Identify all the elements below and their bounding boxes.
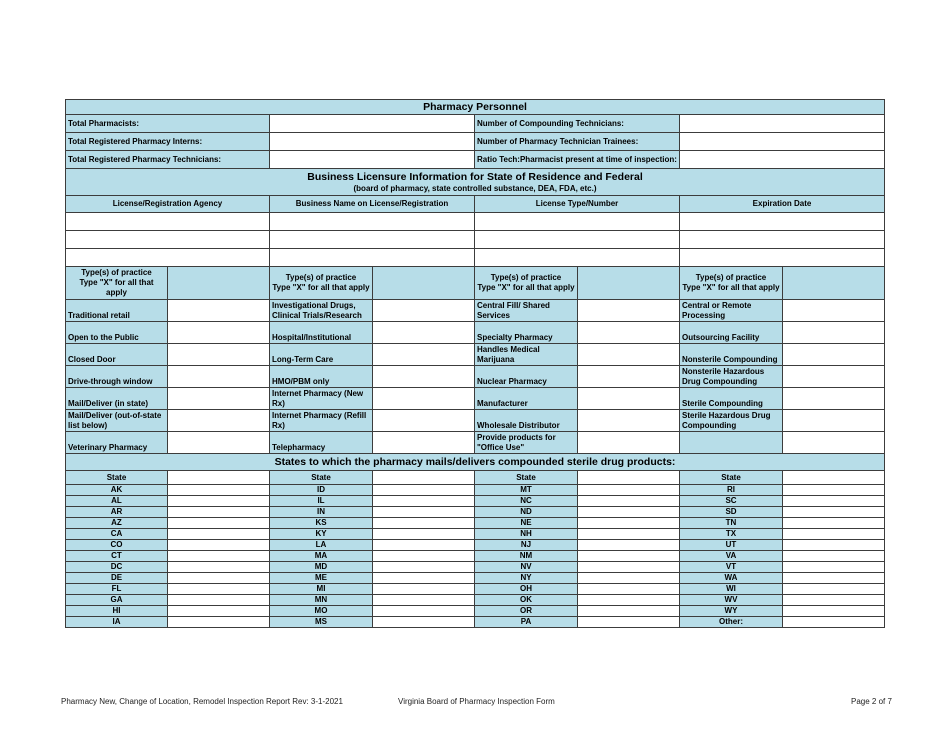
personnel-label-left: Total Pharmacists: [66,115,270,133]
state-input[interactable] [373,540,475,551]
personnel-input-left[interactable] [270,115,475,133]
state-code: CA [66,529,168,540]
practice-type-checkbox[interactable] [373,344,475,366]
practice-type-label: Telepharmacy [270,432,373,454]
state-row [66,518,885,529]
personnel-input-left[interactable] [270,151,475,169]
footer-form-name: Virginia Board of Pharmacy Inspection Form [398,697,555,706]
state-row [66,573,885,584]
state-input[interactable] [168,485,270,496]
personnel-input-right[interactable] [680,115,885,133]
state-code: NH [475,529,578,540]
state-code: OR [475,606,578,617]
state-code: NC [475,496,578,507]
personnel-label-right: Ratio Tech:Pharmacist present at time of inspection: [475,151,680,169]
practice-type-label: Drive-through window [66,366,168,388]
state-code: CT [66,551,168,562]
state-input[interactable] [373,573,475,584]
state-code: KY [270,529,373,540]
state-input[interactable] [373,529,475,540]
state-code: TN [680,518,783,529]
state-code: GA [66,595,168,606]
state-input[interactable] [783,518,885,529]
licensure-column-header: Business Name on License/Registration [270,196,475,213]
state-input[interactable] [373,518,475,529]
state-code: AK [66,485,168,496]
practice-header-line1: Type(s) of practice [695,273,767,282]
personnel-input-right[interactable] [680,151,885,169]
state-input[interactable] [168,551,270,562]
licensure-title-row [66,169,885,196]
state-row [66,584,885,595]
state-input[interactable] [373,595,475,606]
practice-type-checkbox[interactable] [168,344,270,366]
practice-header-line2: Type "X" for all that apply [477,283,575,292]
licensure-entry-row [66,249,885,267]
state-input[interactable] [168,584,270,595]
states-title-row [66,454,885,471]
state-input[interactable] [578,551,680,562]
state-code: AL [66,496,168,507]
state-code: CO [66,540,168,551]
practice-type-header [475,267,578,300]
state-input[interactable] [783,551,885,562]
licensure-entry-input[interactable] [680,231,885,249]
practice-type-checkbox[interactable] [373,300,475,322]
state-input[interactable] [578,562,680,573]
state-code: MN [270,595,373,606]
state-header-spacer [783,471,885,485]
licensure-subtitle: (board of pharmacy, state controlled substance, DEA, FDA, etc.) [353,183,597,193]
personnel-input-left[interactable] [270,133,475,151]
state-row [66,507,885,518]
practice-type-label [680,432,783,454]
practice-type-header [680,267,783,300]
personnel-row [66,133,885,151]
personnel-label-right: Number of Pharmacy Technician Trainees: [475,133,680,151]
state-input[interactable] [578,485,680,496]
state-column-header: State [680,471,783,485]
personnel-row [66,151,885,169]
personnel-label-right: Number of Compounding Technicians: [475,115,680,133]
states-title: States to which the pharmacy mails/delivers compounded sterile drug products: [66,454,885,471]
practice-type-label: Internet Pharmacy (New Rx) [270,388,373,410]
personnel-label-left: Total Registered Pharmacy Technicians: [66,151,270,169]
state-code: NM [475,551,578,562]
state-code: IA [66,617,168,628]
state-code: MS [270,617,373,628]
state-input[interactable] [578,617,680,628]
state-header-spacer [373,471,475,485]
state-code: Other: [680,617,783,628]
practice-type-label: Hospital/Institutional [270,322,373,344]
practice-type-label: Internet Pharmacy (Refill Rx) [270,410,373,432]
state-input[interactable] [168,562,270,573]
practice-type-label: Sterile Hazardous Drug Compounding [680,410,783,432]
state-row [66,485,885,496]
licensure-entry-input[interactable] [66,231,270,249]
state-row [66,540,885,551]
state-input[interactable] [578,540,680,551]
practice-type-checkbox[interactable] [578,322,680,344]
state-code: AR [66,507,168,518]
licensure-entry-input[interactable] [66,213,270,231]
practice-type-checkbox[interactable] [783,300,885,322]
state-row [66,606,885,617]
state-input[interactable] [783,562,885,573]
practice-row [66,300,885,322]
practice-header-line2: Type "X" for all that apply [682,283,780,292]
licensure-column-header: Expiration Date [680,196,885,213]
practice-type-label: Long-Term Care [270,344,373,366]
practice-type-label: Investigational Drugs, Clinical Trials/Research [270,300,373,322]
practice-type-checkbox[interactable] [168,432,270,454]
state-input[interactable] [168,518,270,529]
licensure-entry-input[interactable] [475,231,680,249]
state-code: SC [680,496,783,507]
state-input[interactable] [578,573,680,584]
state-header-spacer [168,471,270,485]
state-code: MI [270,584,373,595]
state-code: UT [680,540,783,551]
practice-type-label: Specialty Pharmacy [475,322,578,344]
practice-type-label: Manufacturer [475,388,578,410]
licensure-header-row [66,196,885,213]
state-code: DC [66,562,168,573]
state-input[interactable] [373,617,475,628]
state-input[interactable] [783,485,885,496]
state-code: MA [270,551,373,562]
practice-type-checkbox[interactable] [168,300,270,322]
state-input[interactable] [578,584,680,595]
state-code: WI [680,584,783,595]
licensure-entry-input[interactable] [680,249,885,267]
personnel-title-row [66,100,885,115]
state-input[interactable] [373,496,475,507]
practice-row [66,366,885,388]
state-input[interactable] [168,573,270,584]
state-row [66,496,885,507]
practice-row [66,322,885,344]
practice-type-label: HMO/PBM only [270,366,373,388]
state-code: NE [475,518,578,529]
practice-type-checkbox[interactable] [373,388,475,410]
licensure-title-text: Business Licensure Information for State of Residence and Federal [307,170,643,183]
practice-header-line2: Type "X" for all that apply [272,283,370,292]
practice-type-label: Nonsterile Hazardous Drug Compounding [680,366,783,388]
personnel-row [66,115,885,133]
licensure-entry-input[interactable] [66,249,270,267]
practice-type-checkbox[interactable] [168,388,270,410]
practice-type-checkbox[interactable] [168,322,270,344]
state-input[interactable] [578,507,680,518]
practice-type-checkbox[interactable] [373,322,475,344]
practice-header-line1: Type(s) of practice [490,273,562,282]
state-header-spacer [578,471,680,485]
practice-type-checkbox[interactable] [783,388,885,410]
state-code: KS [270,518,373,529]
personnel-title: Pharmacy Personnel [66,100,885,115]
practice-type-label: Sterile Compounding [680,388,783,410]
licensure-entry-input[interactable] [680,213,885,231]
practice-type-checkbox[interactable] [783,410,885,432]
licensure-entry-input[interactable] [270,213,475,231]
state-code: WY [680,606,783,617]
state-code: WA [680,573,783,584]
state-input[interactable] [373,485,475,496]
licensure-entry-row [66,213,885,231]
state-code: NY [475,573,578,584]
state-input[interactable] [168,606,270,617]
state-code: FL [66,584,168,595]
state-row [66,551,885,562]
state-input[interactable] [168,617,270,628]
state-code: WV [680,595,783,606]
state-input[interactable] [783,529,885,540]
practice-row [66,432,885,454]
state-code: PA [475,617,578,628]
practice-type-label: Nonsterile Compounding [680,344,783,366]
state-code: NV [475,562,578,573]
state-row [66,562,885,573]
practice-type-checkbox[interactable] [373,410,475,432]
state-input[interactable] [373,507,475,518]
state-input[interactable] [578,595,680,606]
state-input[interactable] [168,496,270,507]
state-input[interactable] [373,584,475,595]
state-code: HI [66,606,168,617]
state-input[interactable] [783,507,885,518]
footer-report-title: Pharmacy New, Change of Location, Remodel Inspection Report Rev: 3-1-2021 [61,697,343,706]
state-input[interactable] [578,496,680,507]
practice-type-label: Mail/Deliver (out-of-state list below) [66,410,168,432]
licensure-entry-input[interactable] [475,249,680,267]
state-code: RI [680,485,783,496]
practice-type-checkbox[interactable] [373,366,475,388]
practice-type-checkbox[interactable] [578,366,680,388]
state-code: MD [270,562,373,573]
practice-header-spacer [168,267,270,300]
practice-header-line1: Type(s) of practice [285,273,357,282]
state-code: VT [680,562,783,573]
state-input[interactable] [783,573,885,584]
practice-type-label: Mail/Deliver (in state) [66,388,168,410]
licensure-entry-input[interactable] [270,231,475,249]
state-code: DE [66,573,168,584]
practice-type-checkbox[interactable] [168,366,270,388]
state-input[interactable] [578,518,680,529]
state-code: LA [270,540,373,551]
state-code: ME [270,573,373,584]
practice-type-label: Traditional retail [66,300,168,322]
state-input[interactable] [783,496,885,507]
practice-type-checkbox[interactable] [578,388,680,410]
state-row [66,595,885,606]
state-code: VA [680,551,783,562]
practice-type-label: Wholesale Distributor [475,410,578,432]
state-code: NJ [475,540,578,551]
state-column-header: State [66,471,168,485]
practice-header-line2: Type "X" for all that apply [79,278,154,297]
practice-type-checkbox[interactable] [578,300,680,322]
state-input[interactable] [578,529,680,540]
state-code: MT [475,485,578,496]
state-input[interactable] [783,540,885,551]
state-input[interactable] [783,584,885,595]
states-header-row [66,471,885,485]
practice-type-label: Closed Door [66,344,168,366]
practice-row [66,388,885,410]
state-input[interactable] [168,540,270,551]
state-code: TX [680,529,783,540]
licensure-entry-input[interactable] [475,213,680,231]
practice-type-header [66,267,168,300]
practice-type-label: Veterinary Pharmacy [66,432,168,454]
footer-page-number: Page 2 of 7 [851,697,892,706]
state-code: MO [270,606,373,617]
state-input[interactable] [578,606,680,617]
practice-type-label: Central Fill/ Shared Services [475,300,578,322]
state-row [66,529,885,540]
state-code: IN [270,507,373,518]
state-code: ND [475,507,578,518]
licensure-title [66,169,885,196]
practice-row [66,410,885,432]
state-input[interactable] [373,551,475,562]
licensure-entry-input[interactable] [270,249,475,267]
state-code: ID [270,485,373,496]
state-code: SD [680,507,783,518]
state-input[interactable] [168,595,270,606]
state-code: OK [475,595,578,606]
practice-type-checkbox[interactable] [783,344,885,366]
personnel-input-right[interactable] [680,133,885,151]
practice-type-checkbox[interactable] [578,344,680,366]
licensure-entry-row [66,231,885,249]
practice-type-label: Nuclear Pharmacy [475,366,578,388]
practice-header-spacer [373,267,475,300]
state-code: OH [475,584,578,595]
practice-type-checkbox[interactable] [578,410,680,432]
state-input[interactable] [783,606,885,617]
licensure-column-header: License/Registration Agency [66,196,270,213]
state-input[interactable] [373,606,475,617]
inspection-form-table [65,99,885,628]
personnel-label-left: Total Registered Pharmacy Interns: [66,133,270,151]
practice-type-label: Handles Medical Marijuana [475,344,578,366]
licensure-column-header: License Type/Number [475,196,680,213]
state-input[interactable] [373,562,475,573]
state-column-header: State [475,471,578,485]
practice-type-checkbox[interactable] [783,322,885,344]
practice-header-spacer [783,267,885,300]
practice-type-checkbox[interactable] [373,432,475,454]
state-input[interactable] [168,529,270,540]
state-input[interactable] [783,617,885,628]
practice-type-label: Open to the Public [66,322,168,344]
practice-type-checkbox[interactable] [783,366,885,388]
state-column-header: State [270,471,373,485]
state-code: AZ [66,518,168,529]
practice-type-checkbox[interactable] [783,432,885,454]
practice-type-checkbox[interactable] [168,410,270,432]
practice-header-line1: Type(s) of practice [81,268,152,277]
practice-header-spacer [578,267,680,300]
practice-type-label: Central or Remote Processing [680,300,783,322]
state-input[interactable] [168,507,270,518]
practice-type-header [270,267,373,300]
practice-header-row [66,267,885,300]
state-code: IL [270,496,373,507]
state-row [66,617,885,628]
state-input[interactable] [783,595,885,606]
practice-row [66,344,885,366]
practice-type-label: Provide products for "Office Use" [475,432,578,454]
practice-type-label: Outsourcing Facility [680,322,783,344]
practice-type-checkbox[interactable] [578,432,680,454]
